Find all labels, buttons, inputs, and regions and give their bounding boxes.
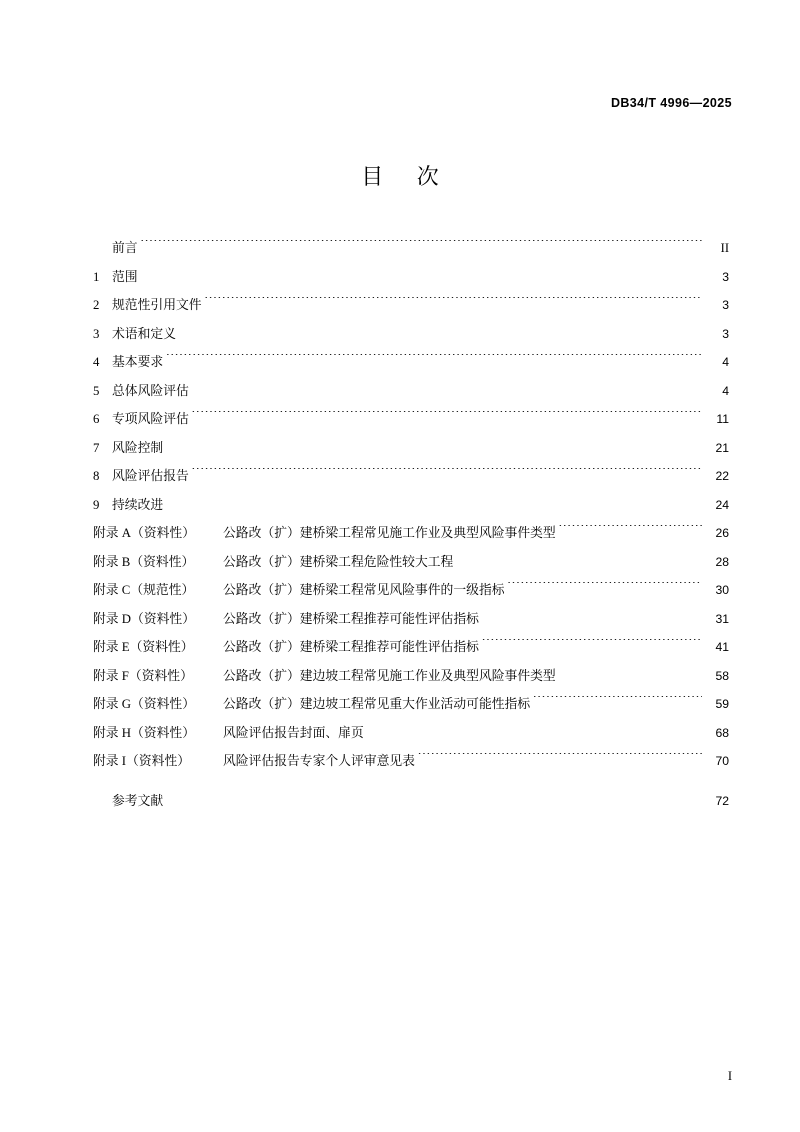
toc-leader-dots	[192, 468, 702, 480]
toc-leader-dots	[141, 240, 702, 252]
toc-entry[interactable]	[93, 348, 729, 377]
toc-entry[interactable]	[93, 519, 729, 548]
toc-leader-dots	[166, 440, 702, 452]
toc-leader-dots	[166, 793, 702, 805]
toc-entry-page: 3	[722, 326, 729, 341]
toc-entry[interactable]	[93, 747, 729, 776]
toc-entry-label: 公路改（扩）建桥梁工程常见施工作业及典型风险事件类型	[223, 526, 556, 540]
toc-entry-number: 3	[93, 326, 100, 341]
toc-entry-page: 3	[722, 269, 729, 284]
toc-entry-page: 4	[722, 355, 729, 369]
toc-leader-dots	[367, 725, 702, 737]
toc-entry-label: 风险评估报告	[112, 469, 189, 483]
toc-leader-dots	[533, 696, 702, 708]
toc-entry-page: 22	[715, 469, 729, 483]
toc-leader-dots	[192, 383, 702, 395]
toc-entry-label: 范围	[112, 269, 138, 284]
toc-entry-label: 术语和定义	[112, 326, 176, 341]
toc-leader-dots	[559, 668, 702, 680]
toc-entry-page: 30	[715, 583, 729, 597]
toc-entry-page: 68	[715, 725, 729, 740]
toc-entry-page: 59	[715, 697, 729, 711]
toc-entry-page: 4	[722, 383, 729, 398]
page-folio: I	[727, 1069, 732, 1083]
toc-entry-page: 24	[715, 497, 729, 512]
toc-entry-number: 6	[93, 412, 100, 426]
toc-entry-page: 31	[715, 611, 729, 626]
toc-entry-label: 公路改（扩）建桥梁工程危险性较大工程	[223, 554, 454, 569]
toc-entry-page: 28	[715, 554, 729, 569]
toc-entry-label: 前言	[112, 241, 138, 255]
page-title: 目 次	[361, 164, 453, 189]
toc-entry-label: 持续改进	[112, 497, 164, 512]
toc-entry-annex: 附录 E（资料性）	[93, 640, 194, 654]
standard-code: DB34/T 4996—2025	[610, 96, 732, 110]
toc-entry-label: 专项风险评估	[112, 412, 189, 426]
toc-leader-dots	[166, 354, 702, 366]
toc-leader-dots	[418, 753, 702, 765]
toc-leader-dots	[456, 554, 702, 566]
toc-entry[interactable]	[93, 263, 729, 292]
toc-entry-label: 风险评估报告封面、扉页	[223, 725, 364, 740]
toc-entry-label: 参考文献	[112, 793, 164, 808]
toc-entry-number: 8	[93, 469, 100, 483]
toc-leader-dots	[508, 582, 702, 594]
toc-leader-dots	[166, 497, 702, 509]
toc-entry[interactable]	[93, 633, 729, 662]
toc-entry-page: 26	[715, 526, 729, 540]
toc-entry-page: 21	[715, 440, 729, 455]
toc-entry-annex: 附录 D（资料性）	[93, 611, 196, 626]
toc-entry-page: 70	[715, 754, 729, 768]
toc-entry-annex: 附录 G（资料性）	[93, 697, 196, 711]
toc-entry-annex: 附录 H（资料性）	[93, 725, 196, 740]
toc-entry-label: 公路改（扩）建桥梁工程常见风险事件的一级指标	[223, 583, 505, 597]
toc-leader-dots	[482, 639, 702, 651]
toc-entry[interactable]	[93, 690, 729, 719]
toc-entry[interactable]	[93, 291, 729, 320]
toc-entry-annex: 附录 I（资料性）	[93, 754, 191, 768]
toc-entry-page: 41	[715, 640, 729, 654]
toc-entry[interactable]	[93, 462, 729, 491]
toc-entry-label: 公路改（扩）建桥梁工程推荐可能性评估指标	[223, 640, 479, 654]
toc-leader-dots	[482, 611, 702, 623]
toc-entry-label: 基本要求	[112, 355, 164, 369]
toc-entry-label: 公路改（扩）建边坡工程常见施工作业及典型风险事件类型	[223, 668, 556, 683]
table-of-contents	[93, 234, 729, 815]
toc-entry-label: 总体风险评估	[112, 383, 189, 398]
toc-entry-annex: 附录 B（资料性）	[93, 554, 195, 569]
toc-entry[interactable]	[93, 662, 729, 691]
toc-leader-dots	[192, 411, 702, 423]
toc-entry[interactable]	[93, 234, 729, 263]
toc-entry-page: 3	[722, 298, 729, 312]
toc-leader-dots	[205, 297, 702, 309]
toc-entry-annex: 附录 C（规范性）	[93, 583, 195, 597]
toc-entry-number: 2	[93, 298, 100, 312]
toc-leader-dots	[559, 525, 702, 537]
toc-entry-annex: 附录 A（资料性）	[93, 526, 196, 540]
toc-entry-page: 11	[716, 412, 729, 426]
toc-entry[interactable]	[93, 377, 729, 406]
toc-entry[interactable]	[93, 491, 729, 520]
toc-entry[interactable]	[93, 548, 729, 577]
toc-entry[interactable]	[93, 405, 729, 434]
toc-entry[interactable]	[93, 605, 729, 634]
toc-entry-number: 4	[93, 355, 100, 369]
toc-entry-label: 规范性引用文件	[112, 298, 202, 312]
toc-entry-number: 1	[93, 269, 100, 284]
toc-entry-page: 58	[715, 668, 729, 683]
toc-leader-dots	[141, 269, 702, 281]
toc-entry-label: 公路改（扩）建桥梁工程推荐可能性评估指标	[223, 611, 479, 626]
toc-entry-number: 9	[93, 497, 100, 512]
toc-entry[interactable]	[93, 787, 729, 816]
toc-entry[interactable]	[93, 719, 729, 748]
toc-entry[interactable]	[93, 434, 729, 463]
toc-entry-number: 5	[93, 383, 100, 398]
toc-entry-label: 公路改（扩）建边坡工程常见重大作业活动可能性指标	[223, 697, 531, 711]
toc-entry-page: II	[720, 241, 729, 255]
toc-entry-label: 风险评估报告专家个人评审意见表	[223, 754, 415, 768]
toc-leader-dots	[179, 326, 702, 338]
toc-entry-number: 7	[93, 440, 100, 455]
toc-entry-page: 72	[715, 793, 729, 808]
toc-entry[interactable]	[93, 576, 729, 605]
toc-entry-label: 风险控制	[112, 440, 164, 455]
toc-entry[interactable]	[93, 320, 729, 349]
toc-entry-annex: 附录 F（资料性）	[93, 668, 193, 683]
